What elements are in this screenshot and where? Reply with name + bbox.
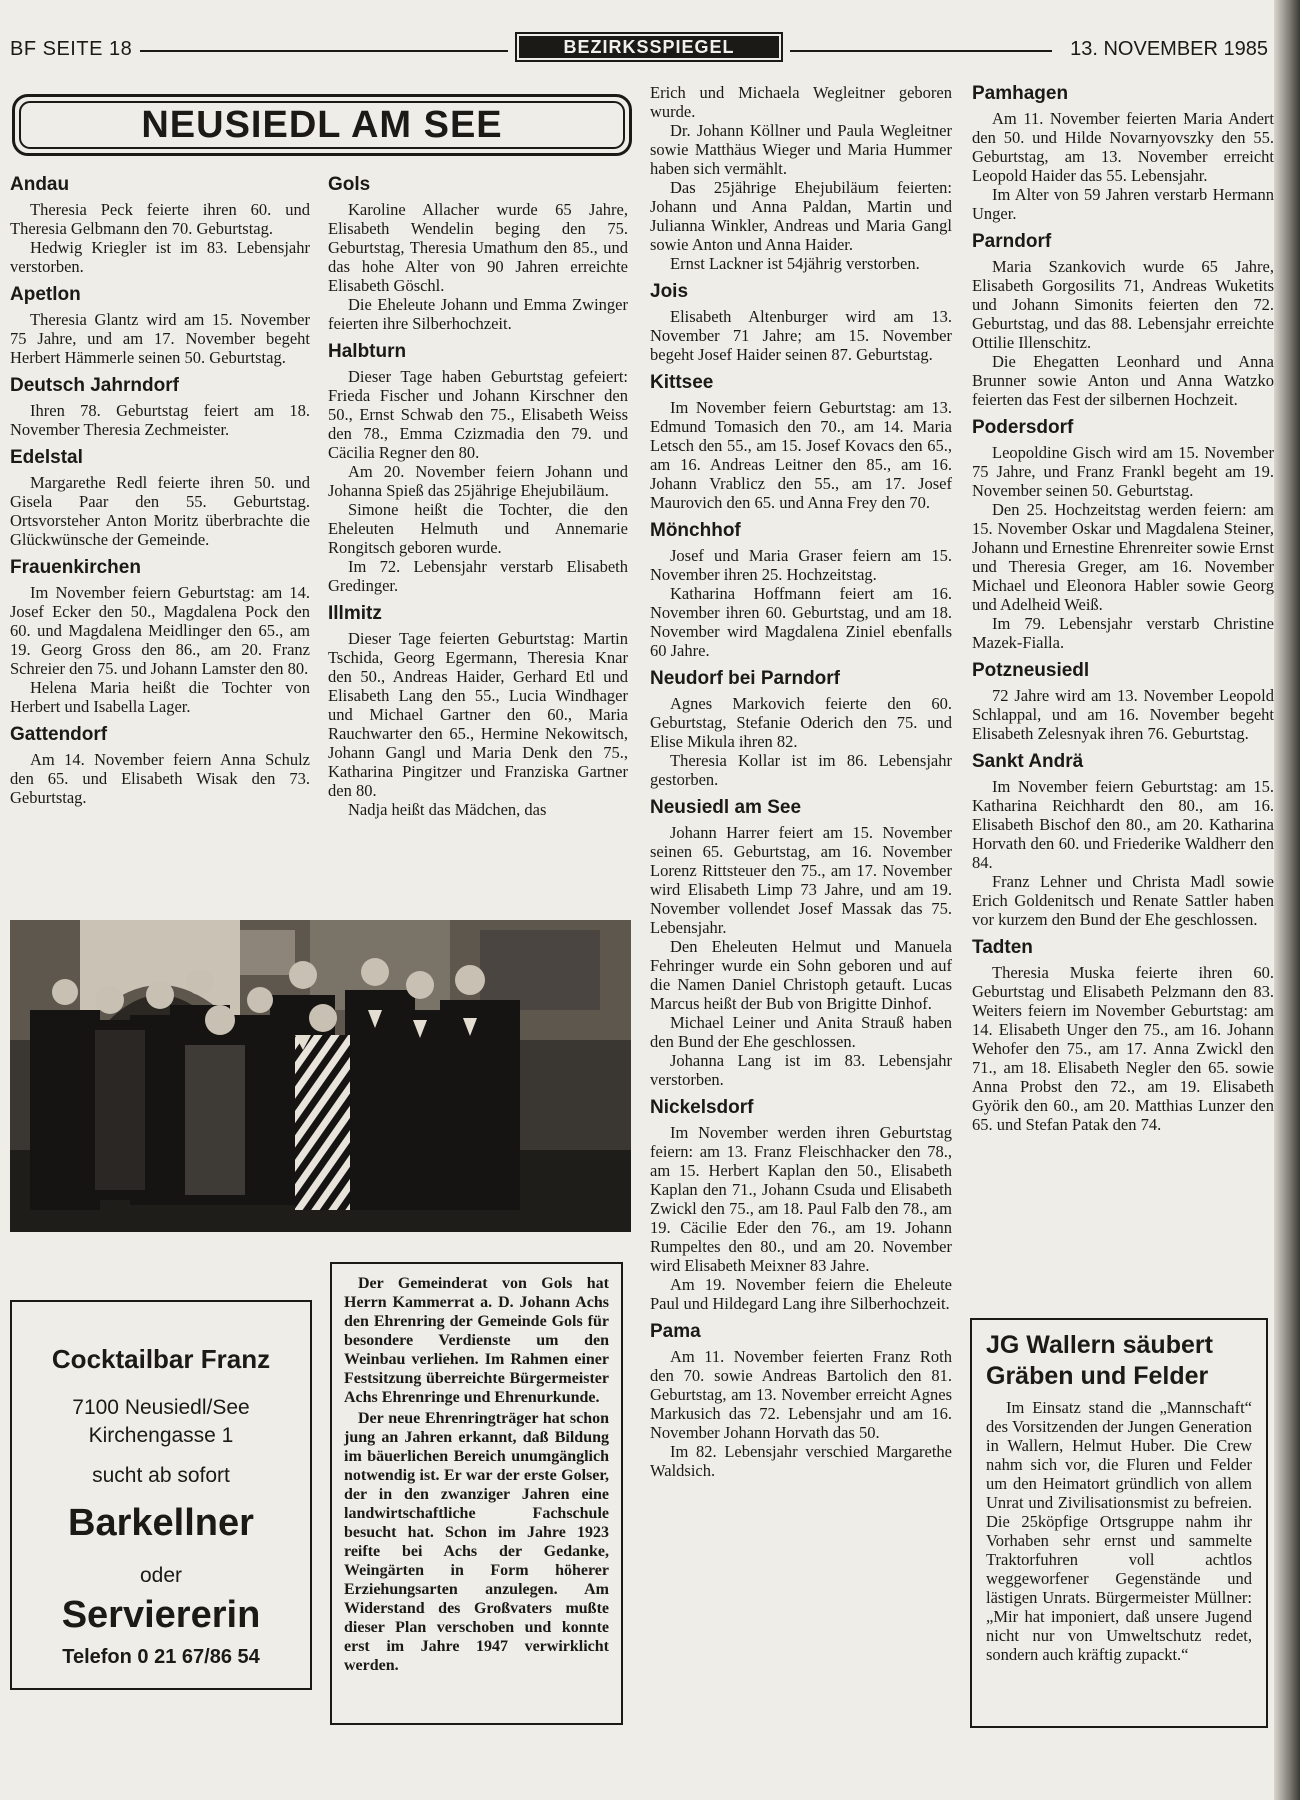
news-paragraph: Theresia Glantz wird am 15. November 75 Jahre, und am 17. November begeht Herbert Hämmerle seinen 50. Geburtstag. <box>10 310 310 367</box>
caption-paragraph-2: Der neue Ehrenringträger hat schon jung an Jahren erkannt, daß Bildung im bäuerlichen Bereich unumgänglich notwendig ist. Er war der erste Golser, der in den zwanziger Jahren eine landwirtschaftliche Fachschule besucht hat. Schon im Jahre 1923 reifte bei Achs der Gedanke, Weingärten in Form höherer Erziehungsarten anzulegen. Am Widerstand des Großvaters mußte dieser Plan verschoben und konnte erst im Jahre 1947 verwirklicht werden. <box>344 1410 609 1674</box>
job-advertisement <box>10 1300 312 1690</box>
news-paragraph: Erich und Michaela Wegleitner geboren wurde. <box>650 83 952 121</box>
news-paragraph: Ihren 78. Geburtstag feiert am 18. November Theresia Zechmeister. <box>10 401 310 439</box>
ad-address-line-2: Kirchengasse 1 <box>88 1424 234 1447</box>
news-paragraph: Im November werden ihren Geburtstag feiern: am 13. Franz Fleischhacker den 78., am 15. Herbert Kaplan den 50., Elisabeth Kaplan den 71., Johann Csuda und Elisabeth Zwickl den 75., am 18. Paul Falb den 78., am 19. Cäcilie Eder den 76., am 19. Johann Rumpeltes den 80., und am 20. November wird Elisabeth Meixner 83 Jahre. <box>650 1123 952 1275</box>
town-heading: Parndorf <box>972 231 1052 252</box>
town-heading: Tadten <box>972 937 1033 958</box>
page-title-box <box>12 94 632 156</box>
town-heading: Pama <box>650 1321 701 1342</box>
column-1 <box>10 174 310 807</box>
town-heading: Apetlon <box>10 284 81 305</box>
jg-wallern-article <box>970 1318 1268 1728</box>
news-paragraph: Im 72. Lebensjahr verstarb Elisabeth Gredinger. <box>328 557 628 595</box>
news-paragraph: Katharina Hoffmann feiert am 16. November ihren 60. Geburtstag, und am 18. November wird Magdalena Ziniel ebenfalls 60 Jahre. <box>650 584 952 660</box>
news-paragraph: Den 25. Hochzeitstag werden feiern: am 15. November Oskar und Magdalena Steiner, Johann und Ernestine Ehrenreiter sowie Ernst und Theresia Greger, am 16. November Michael und Eleonora Habler sowie Georg und Adelheid Weiß. <box>972 500 1274 614</box>
news-paragraph: Hedwig Kriegler ist im 83. Lebensjahr verstorben. <box>10 238 310 276</box>
news-paragraph: Leopoldine Gisch wird am 15. November 75 Jahre, und Franz Frankl begeht am 19. November seinen 50. Geburtstag. <box>972 443 1274 500</box>
news-paragraph: Im 82. Lebensjahr verschied Margarethe Waldsich. <box>650 1442 952 1480</box>
ad-address-line-1: 7100 Neusiedl/See <box>72 1396 250 1419</box>
news-paragraph: Dr. Johann Köllner und Paula Wegleitner sowie Matthäus Wieger und Maria Hummer haben sich vermählt. <box>650 121 952 178</box>
news-paragraph: Das 25jährige Ehejubiläum feierten: Johann und Anna Paldan, Martin und Julianna Winkler, Andreas und Maria Gangl sowie Anton und Anna Haider. <box>650 178 952 254</box>
news-paragraph: Am 11. November feierten Maria Andert den 50. und Hilde Novarnyovszky den 55. Geburtstag, am 13. November erreicht Leopold Haider das 55. Lebensjahr. <box>972 109 1274 185</box>
news-paragraph: Am 11. November feierten Franz Roth den 70. sowie Andreas Bartolich den 81. Geburtstag, am 13. November erreicht Agnes Markusich das 72. Lebensjahr und am 16. November Johann Horvath das 50. <box>650 1347 952 1442</box>
page-number: BF SEITE 18 <box>10 38 133 60</box>
group-photo-image <box>10 920 631 1232</box>
news-paragraph: Im November feiern Geburtstag: am 14. Josef Ecker den 50., Magdalena Pock den 60. und Magdalena Meidlinger den 65., am 19. Georg Gross den 86., am 20. Franz Schreier den 75. und Johann Lamster den 80. <box>10 583 310 678</box>
town-heading: Frauenkirchen <box>10 557 141 578</box>
news-paragraph: Simone heißt die Tochter, die den Eheleuten Helmuth und Annemarie Rongitsch geboren wurde. <box>328 500 628 557</box>
news-paragraph: Ernst Lackner ist 54jährig verstorben. <box>670 254 920 273</box>
town-heading: Gols <box>328 174 371 195</box>
section-label <box>515 32 783 62</box>
ad-or-text: oder <box>139 1564 183 1587</box>
town-heading: Andau <box>10 174 70 195</box>
news-paragraph: 72 Jahre wird am 13. November Leopold Schlappal, und am 16. November begeht Elisabeth Zelesnyak ihren 76. Geburtstag. <box>972 686 1274 743</box>
news-paragraph: Johann Harrer feiert am 15. November seinen 65. Geburtstag, am 16. November Lorenz Rittsteuer den 75., am 17. November wird Elisabeth Limp 73 Jahre, und am 19. November vollendet Josef Massak das 75. Lebensjahr. <box>650 823 952 937</box>
news-paragraph: Im November feiern Geburtstag: am 15. Katharina Reichhardt den 80., am 16. Elisabeth Bischof den 80., am 20. Katharina Horvath den 60. und Friederike Waldherr den 84. <box>972 777 1274 872</box>
town-heading: Kittsee <box>650 372 714 393</box>
news-paragraph: Im November feiern Geburtstag: am 13. Edmund Tomasich den 70., am 14. Maria Letsch den 55., am 15. Josef Kovacs den 65., am 16. Andreas Leitner den 85., am 16. Johann Vrablicz den 55., am 17. Josef Maurovich den 65. und Anna Frey den 70. <box>650 398 952 512</box>
issue-date: 13. NOVEMBER 1985 <box>1070 38 1268 60</box>
town-heading: Podersdorf <box>972 417 1074 438</box>
news-paragraph: Dieser Tage feierten Geburtstag: Martin Tschida, Georg Egermann, Theresia Knar den 50., Andreas Haider, Gerhard Etl und Elisabeth Lang den 55., Lucia Windhager und Michael Gartner den 60., Maria Rauchwarter den 65., Hermine Nekowitsch, Johann Gangl und Maria Denk den 75., Katharina Pingitzer und Franziska Gartner den 80. <box>328 629 628 800</box>
news-paragraph: Josef und Maria Graser feiern am 15. November ihren 25. Hochzeitstag. <box>650 546 952 584</box>
news-paragraph: Am 14. November feiern Anna Schulz den 65. und Elisabeth Wisak den 73. Geburtstag. <box>10 750 310 807</box>
group-photo <box>10 920 631 1232</box>
town-heading: Jois <box>650 281 689 302</box>
ad-phone: Telefon 0 21 67/86 54 <box>62 1646 260 1668</box>
news-paragraph: Im 79. Lebensjahr verstarb Christine Mazek-Fialla. <box>972 614 1274 652</box>
town-heading: Deutsch Jahrndorf <box>10 375 179 396</box>
news-paragraph: Die Eheleute Johann und Emma Zwinger feierten ihre Silberhochzeit. <box>328 295 628 333</box>
town-heading: Neusiedl am See <box>650 797 802 818</box>
ad-business-name: Cocktailbar Franz <box>51 1344 271 1374</box>
jg-article-text: Im Einsatz stand die „Mannschaft“ des Vorsitzenden der Jungen Generation in Wallern, Helmut Huber. Die Crew nahm sich vor, die Fluren und Felder um den Heimatort gründlich von allem Unrat und Zivilisationsmist zu befreien. Die 25köpfige Ortsgruppe nahm ihr Vorhaben sehr ernst und sammelte Traktorfuhren voll achtlos weggeworfener Gegenstände und lästigen Unrats. Bürgermeister Müllner: „Mir hat imponiert, daß unsere Jugend nicht nur von Umweltschutz redet, sondern auch kräftig zupackt.“ <box>986 1398 1252 1664</box>
town-heading: Neudorf bei Parndorf <box>650 668 841 689</box>
news-paragraph: Im Alter von 59 Jahren verstarb Hermann Unger. <box>972 185 1274 223</box>
news-paragraph: Am 20. November feiern Johann und Johanna Spieß das 25jährige Ehejubiläum. <box>328 462 628 500</box>
news-paragraph: Helena Maria heißt die Tochter von Herbert und Isabella Lager. <box>10 678 310 716</box>
page-title: NEUSIEDL AM SEE <box>19 101 625 149</box>
header-rule-left <box>140 50 508 52</box>
town-heading: Sankt Andrä <box>972 751 1084 772</box>
town-heading: Edelstal <box>10 447 83 468</box>
ad-job-title-2: Serviererin <box>61 1594 261 1636</box>
news-paragraph: Dieser Tage haben Geburtstag gefeiert: Frieda Fischer und Johann Kirschner den 50., Ernst Schwab den 75., Elisabeth Weiss den 78., Emma Czizmadia den 79. und Cäcilia Regner den 80. <box>328 367 628 462</box>
section-label-text: BEZIRKSSPIEGEL <box>519 36 779 58</box>
town-heading: Nickelsdorf <box>650 1097 754 1118</box>
news-paragraph: Johanna Lang ist im 83. Lebensjahr verstorben. <box>650 1051 952 1089</box>
page-edge-shadow <box>1274 0 1300 1800</box>
column-3 <box>650 83 952 1480</box>
news-paragraph: Margarethe Redl feierte ihren 50. und Gisela Paar den 55. Geburtstag. Ortsvorsteher Anton Moritz überbrachte die Glückwünsche der Gemeinde. <box>10 473 310 549</box>
jg-article-headline: JG Wallern säubert Gräben und Felder <box>986 1331 1213 1390</box>
news-paragraph: Michael Leiner und Anita Strauß haben den Bund der Ehe geschlossen. <box>650 1013 952 1051</box>
town-heading: Mönchhof <box>650 520 741 541</box>
town-heading: Halbturn <box>328 341 407 362</box>
news-paragraph: Den Eheleuten Helmut und Manuela Fehringer wurde ein Sohn geboren und auf die Namen Daniel Christoph getauft. Lucas Marcus heißt der Bub von Brigitte Dinhof. <box>650 937 952 1013</box>
news-paragraph: Theresia Muska feierte ihren 60. Geburtstag und Elisabeth Pelzmann den 83. Weiters feiern im November Geburtstag: am 14. Elisabeth Unger den 75., am 16. Johann Wehofer den 75., am 17. Anna Zwickl den 71., am 18. Elisabeth Negler den 65. sowie Anna Probst den 72., am 19. Elisabeth Györik den 60., am 20. Matthias Lunzer den 65. und Stefan Patak den 74. <box>972 963 1274 1134</box>
news-paragraph: Die Ehegatten Leonhard und Anna Brunner sowie Anton und Anna Watzko feierten das Fest der silbernen Hochzeit. <box>972 352 1274 409</box>
town-heading: Potzneusiedl <box>972 660 1090 681</box>
town-heading: Gattendorf <box>10 724 108 745</box>
news-paragraph: Nadja heißt das Mädchen, das <box>348 800 547 819</box>
news-paragraph: Franz Lehner und Christa Madl sowie Erich Goldenitsch und Renate Sattler haben vor kurzem den Bund der Ehe geschlossen. <box>972 872 1274 929</box>
news-paragraph: Am 19. November feiern die Eheleute Paul und Hildegard Lang ihre Silberhochzeit. <box>650 1275 952 1313</box>
town-heading: Illmitz <box>328 603 382 624</box>
town-heading: Pamhagen <box>972 83 1069 104</box>
news-paragraph: Karoline Allacher wurde 65 Jahre, Elisabeth Wendelin beging den 75. Geburtstag, Theresia Umathum den 85., und das hohe Alter von 90 Jahren erreichte Elisabeth Göschl. <box>328 200 628 295</box>
ad-seeking-text: sucht ab sofort <box>92 1464 230 1487</box>
column-2 <box>328 174 628 819</box>
news-paragraph: Elisabeth Altenburger wird am 13. November 71 Jahre; am 15. November begeht Josef Haider seinen 87. Geburtstag. <box>650 307 952 364</box>
header-rule-right <box>790 50 1052 52</box>
news-paragraph: Theresia Kollar ist im 86. Lebensjahr gestorben. <box>650 751 952 789</box>
column-4 <box>972 83 1274 1134</box>
news-paragraph: Agnes Markovich feierte den 60. Geburtstag, Stefanie Oderich den 75. und Elise Mikula ihren 82. <box>650 694 952 751</box>
caption-paragraph-1: Der Gemeinderat von Gols hat Herrn Kammerrat a. D. Johann Achs den Ehrenring der Gemeinde Gols für besondere Verdienste um den Weinbau verliehen. Im Rahmen einer Festsitzung überreichte Bürgermeister Achs Ehrenringe und Ehrenurkunde. <box>344 1275 609 1406</box>
news-paragraph: Maria Szankovich wurde 65 Jahre, Elisabeth Gorgosilits 71, Andreas Wuketits und Johann Simonits feierten den 72. Geburtstag, und das 88. Lebensjahr erreichte Ottilie Illenschitz. <box>972 257 1274 352</box>
ad-job-title-1: Barkellner <box>68 1502 254 1544</box>
news-paragraph: Theresia Peck feierte ihren 60. und Theresia Gelbmann den 70. Geburtstag. <box>10 200 310 238</box>
photo-caption <box>330 1262 623 1725</box>
